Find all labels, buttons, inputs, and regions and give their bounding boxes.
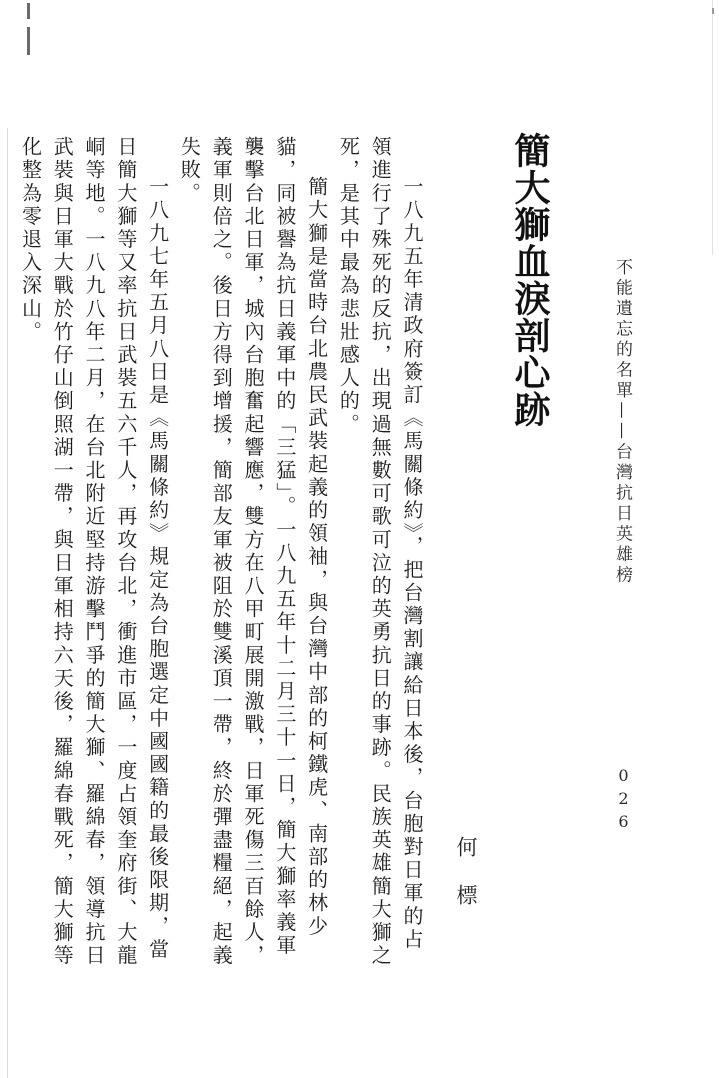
- scan-edge-left: [7, 128, 8, 1078]
- author-name: 何標: [454, 836, 478, 932]
- paragraph-1: 一八九五年清政府簽訂《馬關條約》，把台灣割讓給日本後，台胞對日軍的占領進行了殊死的反抗，出現過無數可歌可泣的英勇抗日的事跡。民族英雄簡大獅之死，是其中最為悲壯感人的。: [336, 136, 424, 968]
- scan-corner-mark: [27, 27, 30, 55]
- scan-corner-mark: [712, 8, 714, 14]
- scan-corner-mark: [27, 3, 30, 19]
- page-number: 026: [614, 766, 633, 835]
- scan-edge-right: [712, 0, 713, 255]
- article-title: 簡大獅血淚剖心跡: [509, 132, 551, 428]
- paragraph-3: 一八九七年五月八日是《馬關條約》規定為台胞選定中國國籍的最後限期，當日簡大獅等又率抗日武裝五六千人，再攻台北，衝進市區，一度占領奎府街、大龍峒等地。一八九八年二月，在台北附近堅持游擊鬥爭的簡大獅、羅綿春，領導抗日武裝與日軍大戰於竹仔山倒照湖一帶，與日軍相持六天後，羅綿春戰死，簡大獅等化整為零退入深山。: [18, 136, 170, 968]
- paragraph-2: 簡大獅是當時台北農民武裝起義的領袖，與台灣中部的柯鐵虎、南部的林少貓，同被譽為抗日義軍中的「三猛」。一八九五年十二月三十一日，簡大獅率義軍襲擊台北日軍，城內台胞奮起響應，雙方在八甲町展開激戰，日軍死傷三百餘人，義軍則倍之。後日方得到增援，簡部友軍被阻於雙溪頂一帶，終於彈盡糧絕，起義失敗。: [177, 136, 329, 968]
- running-head: 不能遺忘的名單——台灣抗日英雄榜: [612, 258, 632, 586]
- article-body: [13, 136, 427, 972]
